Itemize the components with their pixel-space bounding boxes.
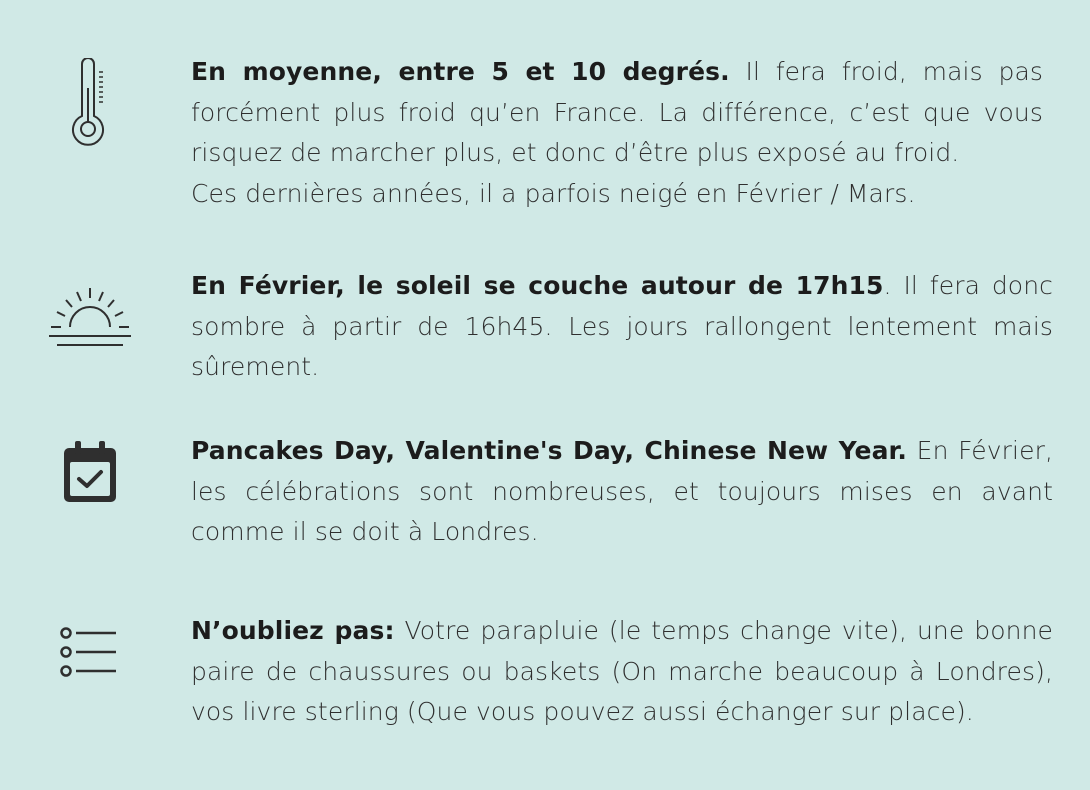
- info-paragraph: [191, 52, 1043, 174]
- info-text-sunset: [191, 266, 1053, 388]
- info-bold-heading: Pancakes Day, Valentine's Day, Chinese New Year.: [191, 436, 908, 465]
- calendar-check-icon: [40, 440, 140, 504]
- info-bold-heading: En Février, le soleil se couche autour de 17h15: [191, 271, 884, 300]
- info-text-reminder: [191, 611, 1053, 733]
- info-bold-heading: N’oubliez pas:: [191, 616, 395, 645]
- info-text-celebrations: [191, 431, 1053, 553]
- info-paragraph: [191, 611, 1053, 733]
- info-body: Il fera froid, mais pas forcément plus froid qu’en France. La différence, c’est que vous risquez de marcher plus, et donc d’être plus exposé au froid.: [191, 57, 1043, 167]
- thermometer-icon: [40, 58, 140, 148]
- info-body: En Février, les célébrations sont nombreuses, et toujours mises en avant comme il se doit à Londres.: [191, 436, 1053, 546]
- info-body: . Il fera donc sombre à partir de 16h45. Les jours rallongent lentement mais sûrement.: [191, 271, 1053, 381]
- info-bold-heading: En moyenne, entre 5 et 10 degrés.: [191, 57, 730, 86]
- info-paragraph: [191, 431, 1053, 553]
- checklist-icon: [40, 624, 140, 684]
- info-paragraph-2: Ces dernières années, il a parfois neigé en Février / Mars.: [191, 178, 916, 208]
- sunset-icon: [40, 286, 140, 356]
- info-text-temperature: [191, 52, 1043, 214]
- info-body: Votre parapluie (le temps change vite), une bonne paire de chaussures ou baskets (On marche beaucoup à Londres), vos livre sterling (Que vous pouvez aussi échanger sur place).: [191, 616, 1053, 726]
- info-paragraph: [191, 266, 1053, 388]
